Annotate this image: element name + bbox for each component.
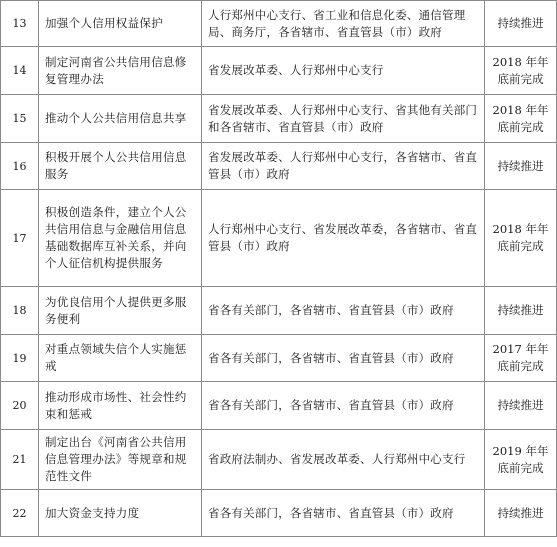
table-row (1, 287, 557, 335)
task-cell: 制定河南省公共信用信息修复管理办法 (39, 47, 202, 95)
row-number: 21 (1, 430, 39, 490)
department-cell: 省发展改革委、人行郑州中心支行，各省辖市、省直管县（市）政府 (202, 143, 485, 190)
table-row (1, 382, 557, 430)
timeline-cell: 2017 年年底前完成 (485, 335, 557, 382)
department-cell: 省各有关部门，各省辖市、省直管县（市）政府 (202, 490, 485, 537)
row-number: 15 (1, 95, 39, 143)
department-cell: 人行郑州中心支行、省工业和信息化委、通信管理局、商务厅，各省辖市、省直管县（市）政府 (202, 1, 485, 47)
row-number: 20 (1, 382, 39, 430)
timeline-cell: 2018 年年底前完成 (485, 190, 557, 287)
row-number: 22 (1, 490, 39, 537)
table-row (1, 430, 557, 490)
timeline-cell: 持续推进 (485, 143, 557, 190)
task-cell: 推动个人公共信用信息共享 (39, 95, 202, 143)
task-cell: 积极开展个人公共信用信息服务 (39, 143, 202, 190)
department-cell: 省各有关部门，各省辖市、省直管县（市）政府 (202, 287, 485, 335)
table-row (1, 190, 557, 287)
table-row (1, 490, 557, 537)
task-cell: 制定出台《河南省公共信用信息管理办法》等规章和规范性文件 (39, 430, 202, 490)
timeline-cell: 2018 年年底前完成 (485, 47, 557, 95)
department-cell: 省政府法制办、省发展改革委、人行郑州中心支行 (202, 430, 485, 490)
task-cell: 积极创造条件，建立个人公共信用信息与金融信用信息基础数据库互补关系，并向个人征信机构提供服务 (39, 190, 202, 287)
table-row (1, 143, 557, 190)
row-number: 17 (1, 190, 39, 287)
timeline-cell: 持续推进 (485, 1, 557, 47)
department-cell: 人行郑州中心支行、省发展改革委，各省辖市、省直管县（市）政府 (202, 190, 485, 287)
task-cell: 推动形成市场性、社会性约束和惩戒 (39, 382, 202, 430)
task-cell: 为优良信用个人提供更多服务便利 (39, 287, 202, 335)
department-cell: 省发展改革委、人行郑州中心支行、省其他有关部门和各省辖市、省直管县（市）政府 (202, 95, 485, 143)
row-number: 18 (1, 287, 39, 335)
timeline-cell: 持续推进 (485, 490, 557, 537)
row-number: 16 (1, 143, 39, 190)
table-row (1, 1, 557, 47)
table-row (1, 335, 557, 382)
department-cell: 省各有关部门，各省辖市、省直管县（市）政府 (202, 335, 485, 382)
row-number: 14 (1, 47, 39, 95)
table-row (1, 47, 557, 95)
task-cell: 对重点领域失信个人实施惩戒 (39, 335, 202, 382)
row-number: 19 (1, 335, 39, 382)
department-cell: 省发展改革委、人行郑州中心支行 (202, 47, 485, 95)
timeline-cell: 2019 年年底前完成 (485, 430, 557, 490)
task-cell: 加强个人信用权益保护 (39, 1, 202, 47)
department-cell: 省各有关部门，各省辖市、省直管县（市）政府 (202, 382, 485, 430)
task-cell: 加大资金支持力度 (39, 490, 202, 537)
table-row (1, 95, 557, 143)
timeline-cell: 持续推进 (485, 382, 557, 430)
row-number: 13 (1, 1, 39, 47)
timeline-cell: 2018 年年底前完成 (485, 95, 557, 143)
timeline-cell: 持续推进 (485, 287, 557, 335)
